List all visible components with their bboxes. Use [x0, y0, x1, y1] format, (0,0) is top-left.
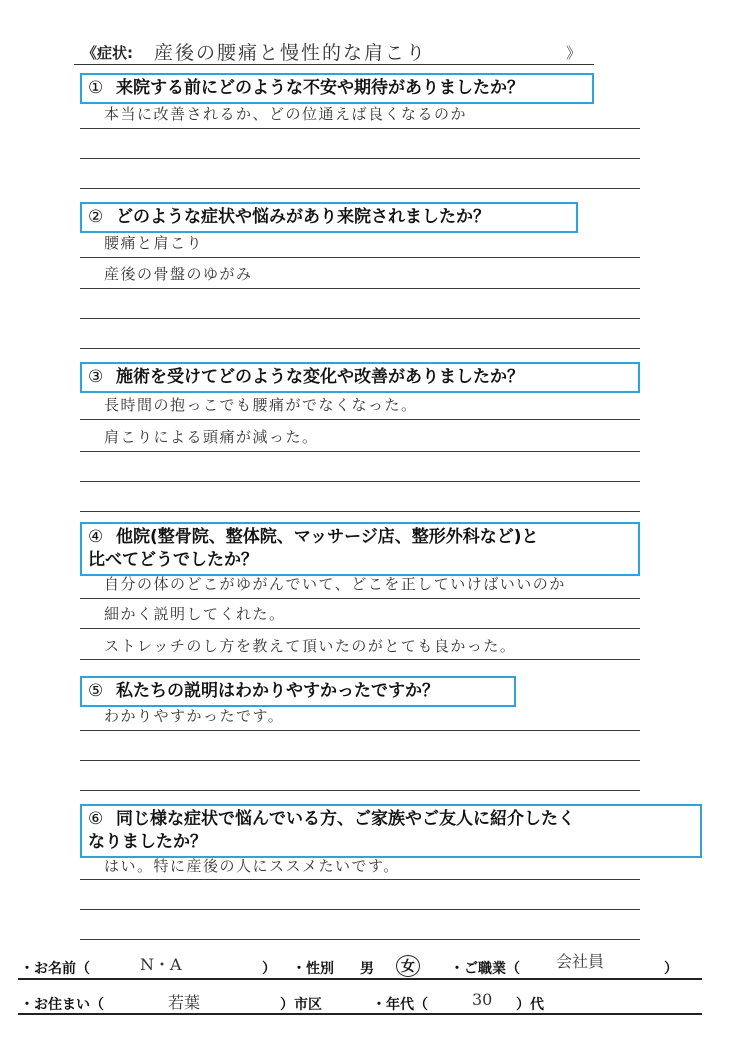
- answer-line: [80, 481, 640, 482]
- question-number: ②: [88, 207, 104, 227]
- answer-line: [80, 451, 640, 452]
- question-text: どのような症状や悩みがあり来院されましたか？: [116, 207, 490, 227]
- answer-4-2: 細かく説明してくれた。: [104, 605, 286, 623]
- question-1: [80, 73, 594, 104]
- answer-4-3: ストレッチのし方を教えて頂いたのがとても良かった。: [104, 637, 517, 655]
- answer-line: [80, 790, 640, 791]
- question-4: [80, 522, 640, 576]
- symptom-value: 産後の腰痛と慢性的な肩こり: [154, 42, 428, 64]
- answer-line: [80, 879, 640, 880]
- age-value: 30: [472, 990, 493, 1009]
- answer-line: [80, 288, 640, 289]
- gender-label: ・性別: [292, 961, 334, 977]
- answer-line: [80, 511, 640, 512]
- answer-line: [80, 257, 640, 258]
- answer-line: [80, 628, 640, 629]
- question-6: [80, 804, 702, 858]
- name-close: ）: [262, 961, 276, 977]
- answer-line: [80, 659, 640, 660]
- address-label: ・お住まい（: [20, 997, 104, 1013]
- answer-line: [80, 158, 640, 159]
- question-2: [80, 202, 578, 233]
- answer-line: [80, 909, 640, 910]
- job-value: 会社員: [556, 952, 605, 971]
- name-value: N・A: [140, 955, 182, 974]
- age-close: ）代: [516, 997, 544, 1013]
- answer-2-1: 腰痛と肩こり: [104, 234, 204, 252]
- question-text: 施術を受けてどのような変化や改善がありましたか？: [116, 367, 524, 387]
- answer-line: [80, 598, 640, 599]
- question-number: ③: [88, 367, 104, 387]
- answer-line: [80, 348, 640, 349]
- gender-female-circled: 女: [396, 955, 420, 977]
- footer-line-1: [18, 978, 702, 980]
- answer-line: [80, 939, 640, 940]
- symptom-header: [74, 38, 594, 66]
- question-number: ⑥: [88, 809, 104, 829]
- question-5: [80, 676, 516, 707]
- question-text: 来院する前にどのような不安や期待がありましたか？: [116, 78, 524, 98]
- answer-line: [80, 419, 640, 420]
- job-label: ・ご職業（: [450, 961, 520, 977]
- question-text: 私たちの説明はわかりやすかったですか？: [116, 681, 439, 701]
- answer-3-1: 長時間の抱っこでも腰痛がでなくなった。: [104, 396, 418, 414]
- answer-line: [80, 760, 640, 761]
- answer-line: [80, 188, 640, 189]
- name-label: ・お名前（: [20, 961, 90, 977]
- question-number: ①: [88, 78, 104, 98]
- answer-3-2: 肩こりによる頭痛が減った。: [104, 428, 319, 446]
- symptom-label: 《症状:: [82, 44, 133, 62]
- job-close: ）: [664, 961, 678, 977]
- footer-line-2: [18, 1013, 702, 1015]
- question-3: [80, 362, 640, 393]
- question-number: ⑤: [88, 681, 104, 701]
- answer-4-1: 自分の体のどこがゆがんでいて、どこを正していけばいいのか: [104, 575, 566, 593]
- answer-line: [80, 128, 640, 129]
- question-text: 他院(整骨院、整体院、マッサージ店、整形外科など)と 比べてどうでしたか？: [88, 527, 539, 570]
- symptom-underline: [74, 64, 594, 65]
- question-number: ④: [88, 527, 104, 547]
- address-value: 若葉: [168, 993, 201, 1012]
- question-text: 同じ様な症状で悩んでいる方、ご家族やご友人に紹介したく なりましたか？: [88, 809, 575, 852]
- answer-6-1: はい。特に産後の人にススメたいです。: [104, 857, 400, 875]
- answer-5-1: わかりやすかったです。: [104, 707, 285, 725]
- age-label: ・年代（: [372, 997, 428, 1013]
- address-close: ）市区: [280, 997, 322, 1013]
- answer-2-2: 産後の骨盤のゆがみ: [104, 265, 253, 283]
- answer-1-1: 本当に改善されるか、どの位通えば良くなるのか: [104, 105, 468, 123]
- answer-line: [80, 730, 640, 731]
- gender-male: 男: [360, 961, 374, 977]
- symptom-close: 》: [566, 44, 582, 62]
- answer-line: [80, 318, 640, 319]
